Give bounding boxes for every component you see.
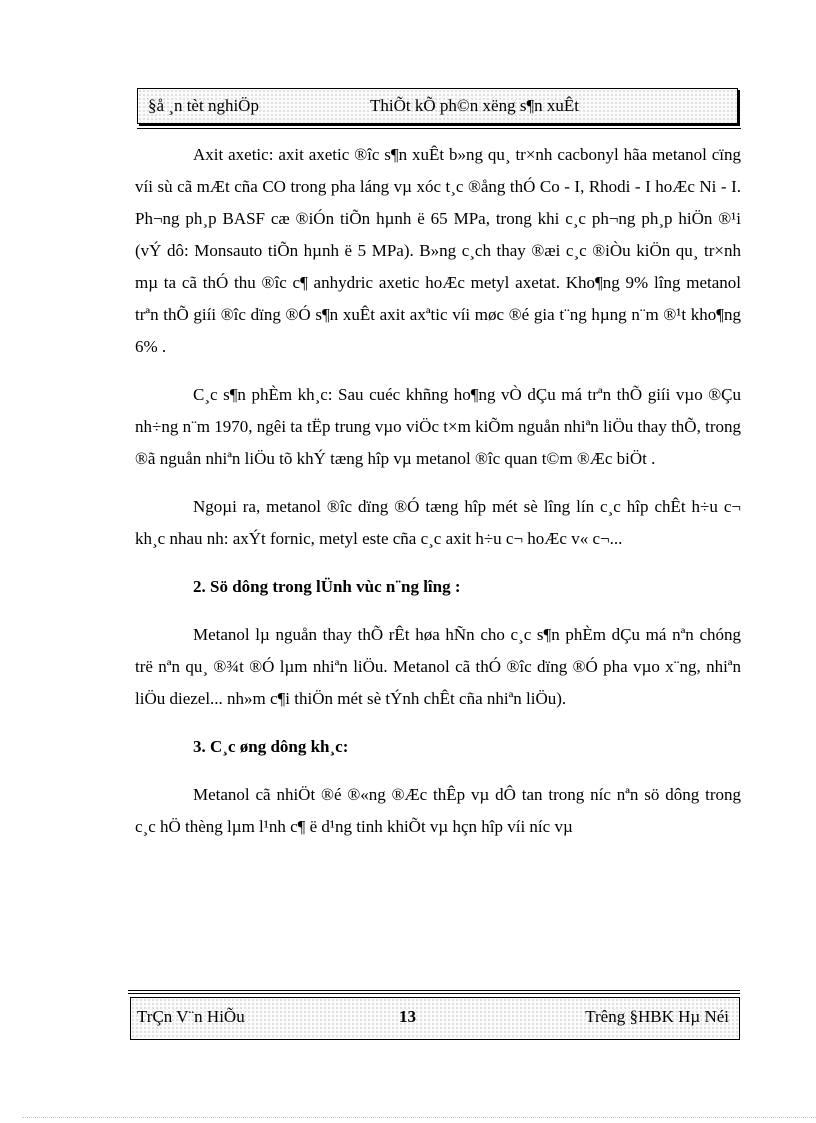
header-thesis-label: §å ¸n tèt nghiÖp (148, 96, 259, 115)
footer-rule (128, 990, 740, 994)
footer-author: TrÇn V¨n HiÕu (137, 1007, 245, 1026)
section-heading-other-uses: 3. C¸c øng dông kh¸c: (193, 737, 349, 756)
page-number: 13 (399, 1007, 416, 1026)
page-footer (130, 997, 740, 1040)
paragraph-fuel-use: Metanol lµ nguån thay thÕ rÊt høa hÑn cho c¸c s¶n phÈm dÇu má nªn chóng trë nªn qu¸ ®¾t ®Ó lµm nhiªn liÖu. Metanol cã thÓ ®îc dïng ®Ó pha vµo x¨ng, nhiªn liÖu diezel... nh»m c¶i thiÖn mét sè tÝnh chÊt cña nhiªn liÖu). (135, 625, 741, 708)
section-heading-energy: 2. Sö dông trong lÜnh vùc n¨ng lîng : (193, 577, 461, 596)
paragraph-acetic-acid: Axit axetic: axit axetic ®îc s¶n xuÊt b»ng qu¸ tr×nh cacbonyl hãa metanol cïng víi sù cã mÆt cña CO trong pha láng vµ xóc t¸c ®ång thÓ Co - I, Rhodi - I hoÆc Ni - I. Ph¬ng ph¸p BASF cæ ®iÓn tiÕn hµnh ë 65 MPa, trong khi c¸c ph¬ng ph¸p hiÖn ®¹i (vÝ dô: Monsauto tiÕn hµnh ë 5 MPa). B»ng c¸ch thay ®æi c¸c ®iÒu kiÖn qu¸ tr×nh mµ ta cã thÓ thu ®îc c¶ anhydric axetic hoÆc metyl axetat. Kho¶ng 9% lîng metanol trªn thÕ giíi ®îc dïng ®Ó s¶n xuÊt axit axªtic víi møc ®é gia t¨ng hµng n¨m ®¹t kho¶ng 6% . (135, 145, 741, 356)
header-chapter-title: ThiÕt kÕ ph©n xëng s¶n xuÊt (370, 96, 580, 115)
page-header (137, 88, 738, 124)
footer-school: Trêng §HBK Hµ Néi (585, 1007, 729, 1026)
paragraph-other-products: C¸c s¶n phÈm kh¸c: Sau cuéc khñng ho¶ng vÒ dÇu má trªn thÕ giíi vµo ®Çu nh÷ng n¨m 1970, ngêi ta tËp trung vµo viÖc t×m kiÕm nguån nhiªn liÖu thay thÕ, trong ®ã nguån nhiªn liÖu tõ khÝ tæng hîp vµ metanol ®îc quan t©m ®Æc biÖt . (135, 385, 741, 468)
paragraph-cooling-systems: Metanol cã nhiÖt ®é ®«ng ®Æc thÊp vµ dÔ tan trong níc nªn sö dông trong c¸c hÖ thèng lµm l¹nh c¶ ë d¹ng tinh khiÕt vµ hçn hîp víi níc vµ (135, 785, 741, 836)
header-rule (137, 128, 741, 129)
paragraph-organic-compounds: Ngoµi ra, metanol ®îc dïng ®Ó tæng hîp mét sè lîng lín c¸c hîp chÊt h÷u c¬ kh¸c nhau nh: axÝt fornic, metyl este cña c¸c axit h÷u c¬ hoÆc v« c¬... (135, 497, 741, 548)
page-edge-divider (22, 1117, 816, 1118)
document-body (135, 139, 741, 843)
